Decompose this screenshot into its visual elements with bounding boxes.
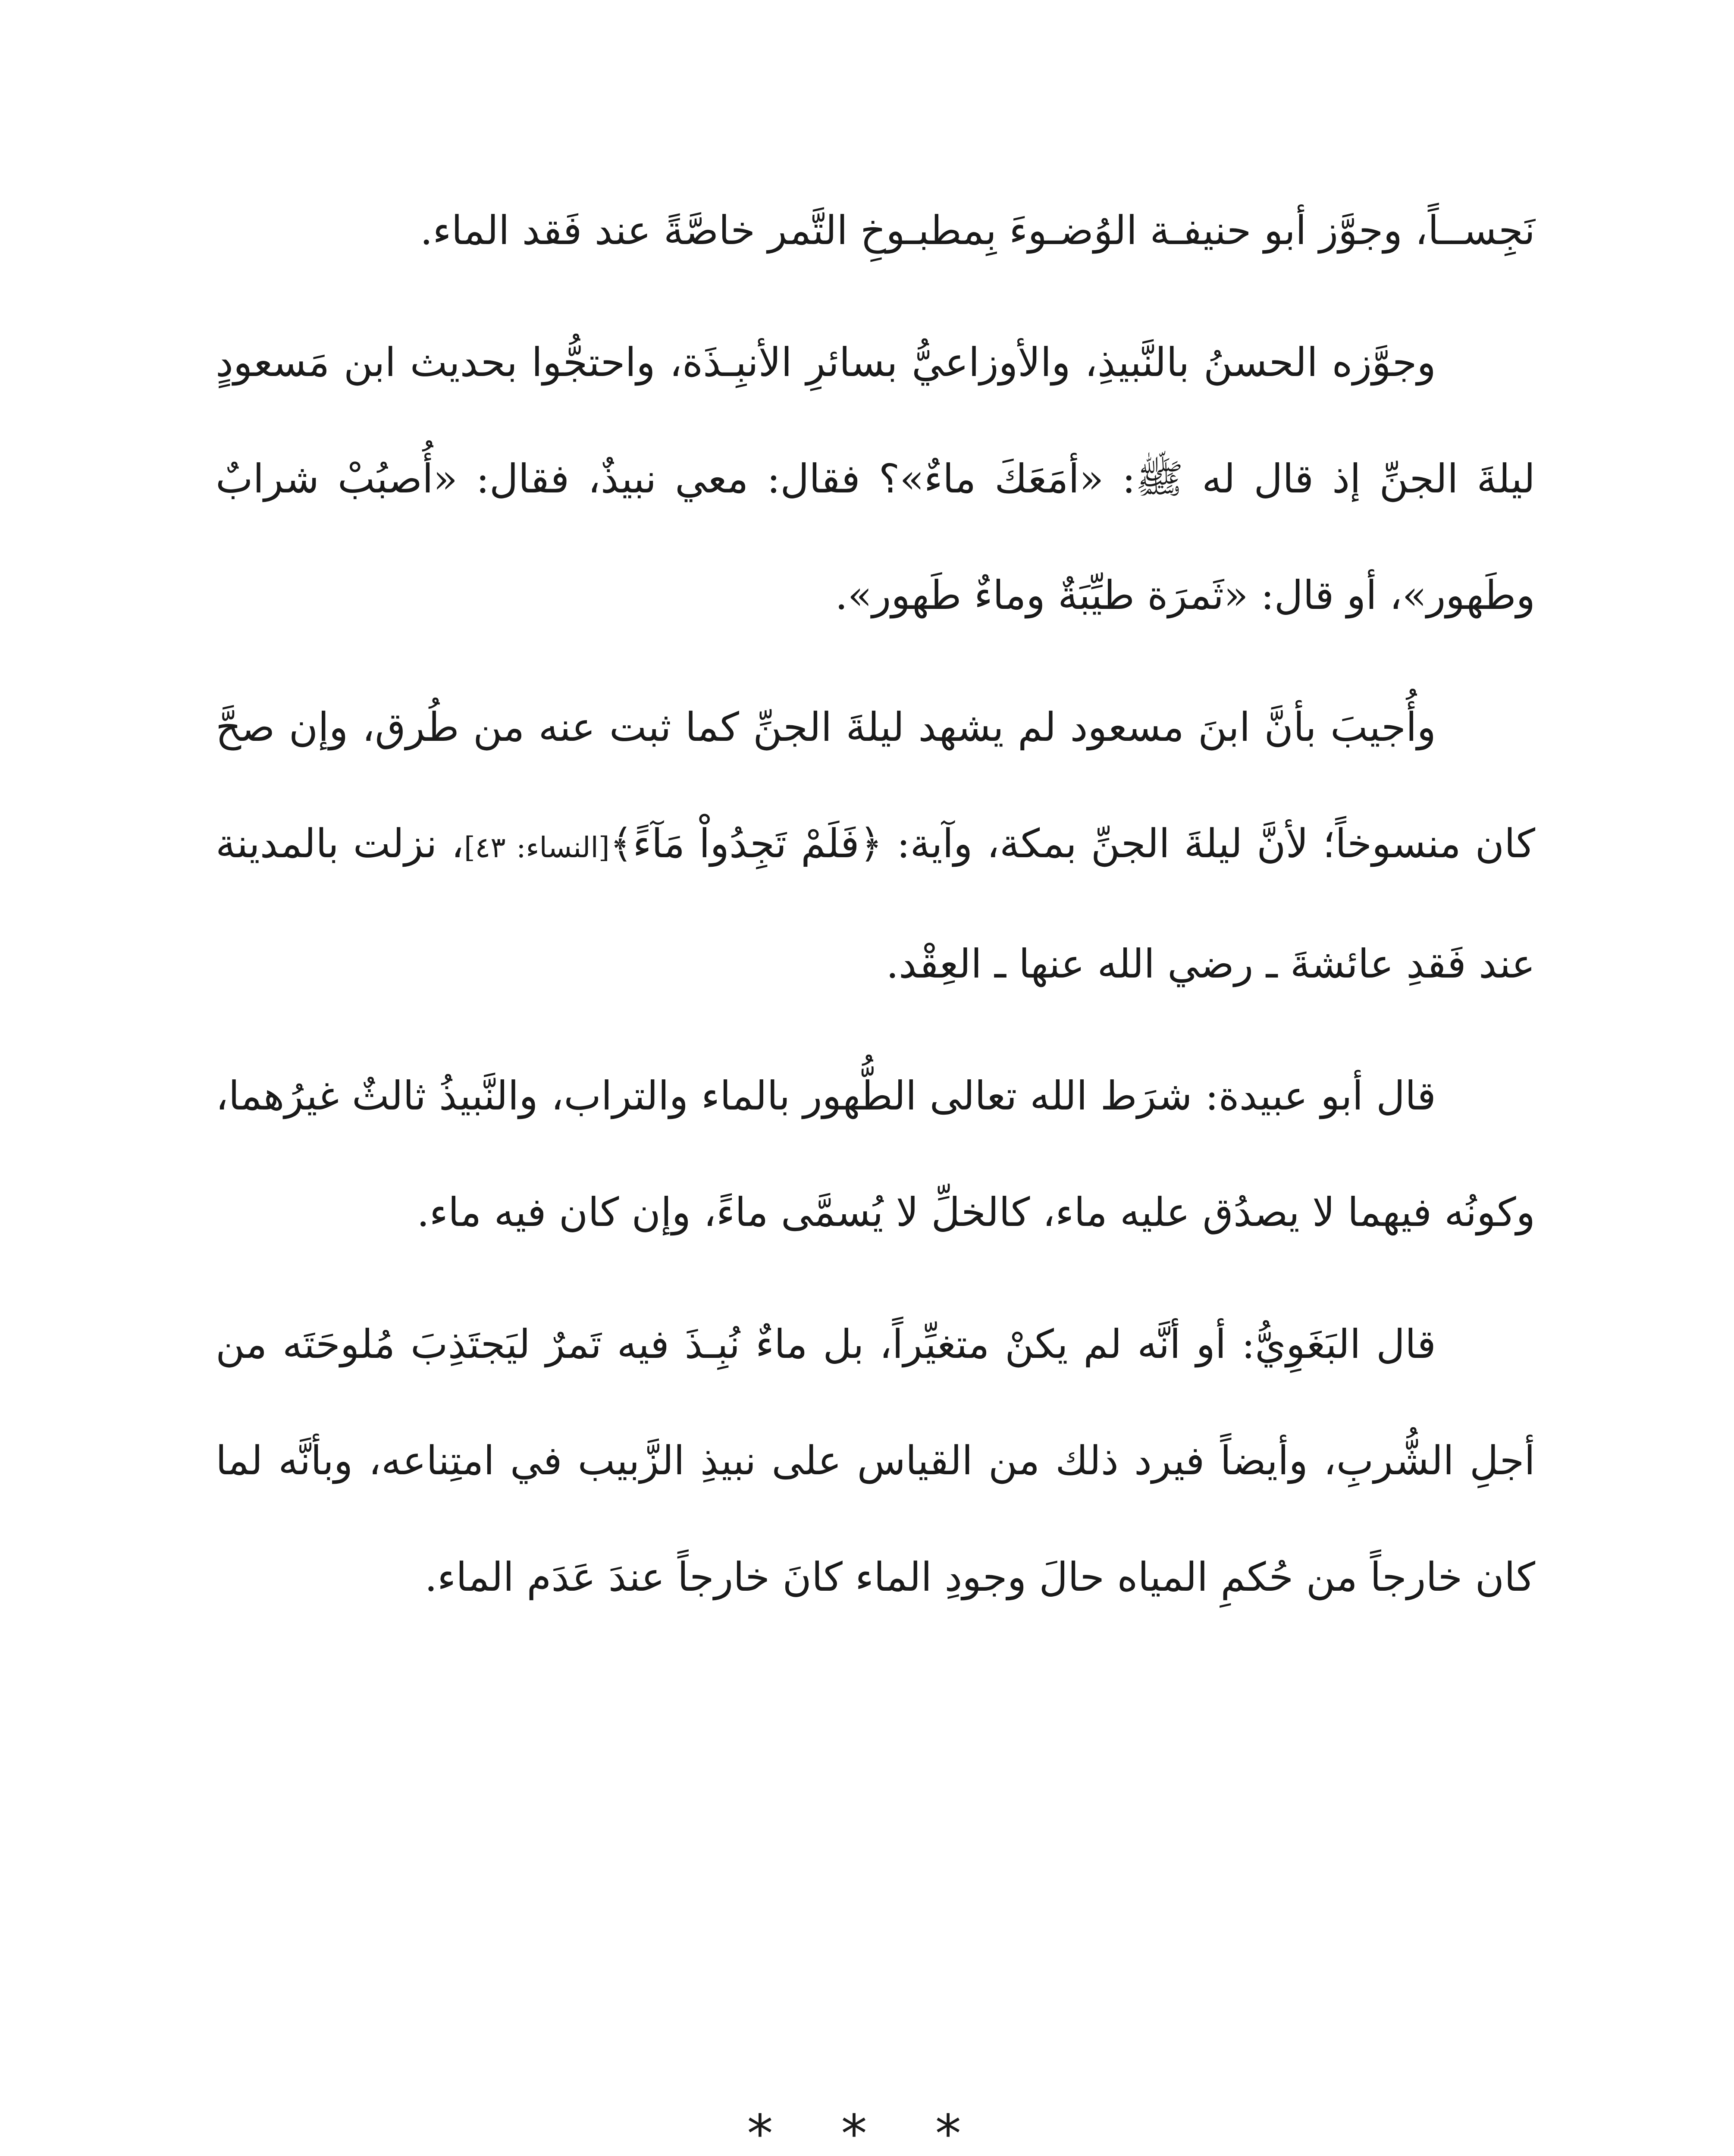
body-text [216, 172, 1535, 1651]
paragraph-1 [216, 172, 1535, 289]
paragraph-text: قال أبو عبيدة: شرَط الله تعالى الطُّهور بالماء والتراب، والنَّبيذُ ثالثٌ غيرُهما، وكونُه فيهما لا يصدُق عليه ماء، كالخلِّ لا يُسمَّى ماءً، وإن كان فيه ماء. [216, 1073, 1535, 1235]
quran-citation: [النساء: ٤٣] [464, 831, 610, 864]
paragraph-text: وجوَّزه الحسنُ بالنَّبيذِ، والأوزاعيُّ بسائرِ الأنبِـذَة، واحتجُّوا بحديث ابن مَسعودٍ ليلةَ الجنِّ إذ قال له ﷺ: «أمَعَكَ ماءٌ»؟ فقال: معي نبيذٌ، فقال: «أُصبُبْ شرابٌ وطَهور»، أو قال: «ثَمرَة طيِّبَةٌ وماءٌ طَهور». [216, 339, 1535, 618]
section-separator: * * * [747, 2104, 987, 2156]
paragraph-text: نَجِســاً، وجوَّز أبو حنيفـة الوُضـوءَ بِمطبـوخِ التَّمر خاصَّةً عند فَقد الماء. [420, 207, 1535, 254]
paragraph-2 [216, 304, 1535, 654]
paragraph-3 [216, 669, 1535, 1022]
paragraph-5 [216, 1286, 1535, 1636]
paragraph-text-continued: ، نزلت بالمدينة عند فَقدِ عائشةَ ـ رضي الله عنها ـ العِقْد. [216, 821, 1535, 987]
paragraph-text: قال البَغَوِيُّ: أو أنَّه لم يكنْ متغيِّراً، بل ماءٌ نُبِـذَ فيه تَمرٌ ليَجتَذِبَ مُلوحَتَه من أجلِ الشُّربِ، وأيضاً فيرد ذلك من القياس على نبيذِ الزَّبيب في امتِناعه، وبأنَّه لما كان خارجاً من حُكمِ المياه حالَ وجودِ الماء كانَ خارجاً عندَ عَدَم الماء. [216, 1321, 1535, 1600]
paragraph-4 [216, 1038, 1535, 1271]
paragraph-text: وأُجيبَ بأنَّ ابنَ مسعود لم يشهد ليلةَ الجنِّ كما ثبت عنه من طُرق، وإن صحَّ كان منسوخاً؛ لأنَّ ليلةَ الجنِّ بمكة، وآية: ﴿فَلَمْ تَجِدُواْ مَآءً﴾ [216, 704, 1535, 867]
